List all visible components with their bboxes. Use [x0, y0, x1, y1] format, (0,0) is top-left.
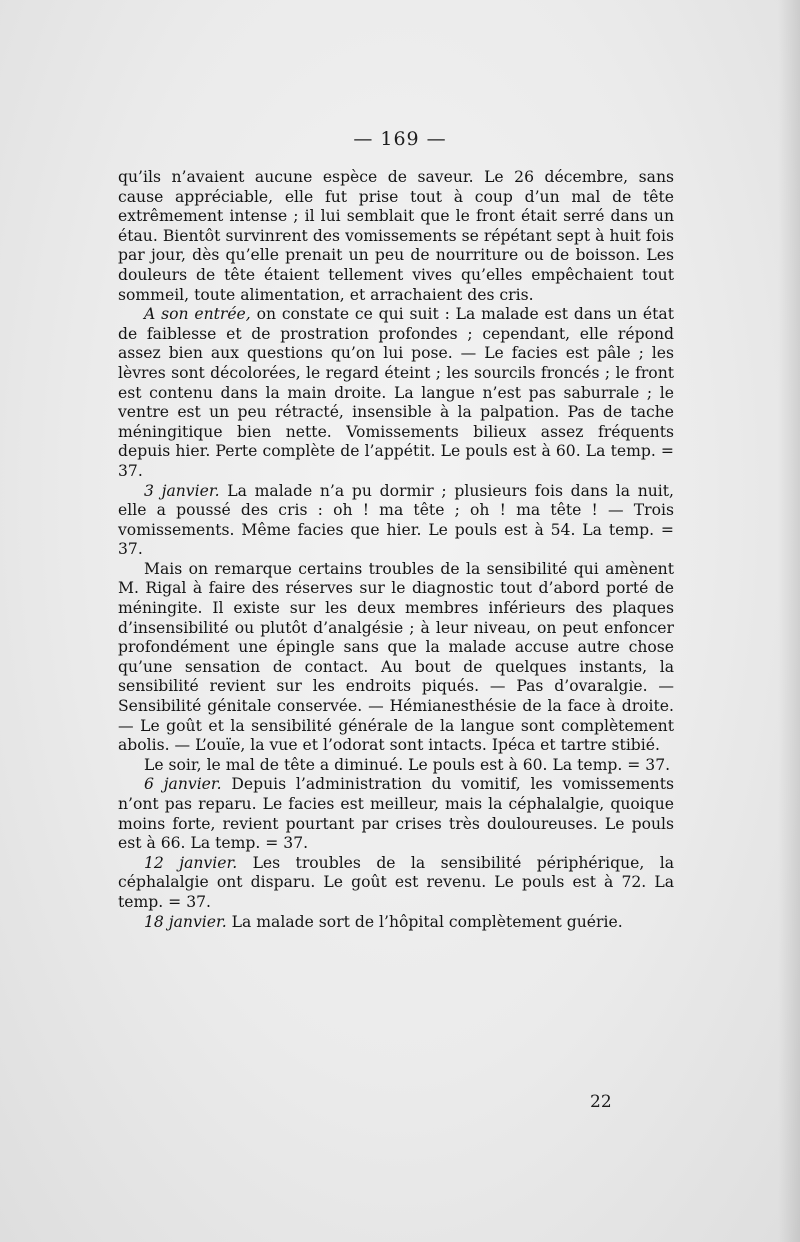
page-number-header: — 169 —	[353, 128, 447, 150]
paragraph-text: Le soir, le mal de tête a diminué. Le pouls est à 60. La temp. = 37.	[144, 755, 671, 774]
body-text	[118, 168, 674, 932]
page-edge-shadow	[778, 0, 800, 1242]
paragraph	[118, 305, 674, 481]
paragraph	[118, 854, 674, 913]
paragraph	[118, 482, 674, 560]
paragraph	[118, 775, 674, 853]
paragraph	[118, 913, 674, 933]
paragraph	[118, 560, 674, 756]
paragraph-text: qu’ils n’avaient aucune espèce de saveur. Le 26 décembre, sans cause appréciable, elle fut prise tout à coup d’un mal de tête extrêmement intense ; il lui semblait que le front était serré dans un étau. Bientôt survinrent des vomissements se répétant sept à huit fois par jour, dès qu’elle prenait un peu de nourriture ou de boisson. Les douleurs de tête étaient tellement vives qu’elles empêchaient tout sommeil, toute alimentation, et arrachaient des cris.	[118, 168, 674, 304]
paragraph-text: Mais on remarque certains troubles de la sensibilité qui amènent M. Rigal à faire des réserves sur le diagnostic tout d’abord porté de méningite. Il existe sur les deux membres inférieurs des plaques d’insensibilité ou plutôt d’analgésie ; à leur niveau, on peut enfoncer profondément une épingle sans que la malade accuse autre chose qu’une sensation de contact. Au bout de quelques instants, la sensibilité revient sur les endroits piqués. — Pas d’ovaralgie. — Sensibilité génitale conservée. — Hémianesthésie de la face à droite. — Le goût et la sensibilité générale de la langue sont complètement abolis. — L’ouïe, la vue et l’odorat sont intacts. Ipéca et tartre stibié.	[118, 559, 674, 755]
paragraph-lead: 6 janvier.	[144, 775, 222, 794]
paragraph-lead: 18 janvier.	[144, 912, 227, 931]
paragraph	[118, 168, 674, 305]
paragraph-lead: 12 janvier.	[144, 853, 238, 872]
signature-mark: 22	[590, 1092, 612, 1112]
paragraph-text: Depuis l’administration du vomitif, les vomissements n’ont pas reparu. Le facies est meilleur, mais la céphalalgie, quoique moins forte, revient pourtant par crises très douloureuses. Le pouls est à 66. La temp. = 37.	[118, 775, 674, 853]
paragraph-text: on constate ce qui suit : La malade est dans un état de faiblesse et de prostration profondes ; cependant, elle répond assez bien aux questions qu’on lui pose. — Le facies est pâle ; les lèvres sont décolorées, le regard éteint ; les sourcils froncés ; le front est contenu dans la main droite. La langue n’est pas saburrale ; le ventre est un peu rétracté, insensible à la palpation. Pas de tache méningitique bien nette. Vomissements bilieux assez fréquents depuis hier. Perte complète de l’appétit. Le pouls est à 60. La temp. = 37.	[118, 305, 674, 480]
paragraph-lead: A son entrée,	[144, 305, 251, 324]
paragraph-text: La malade sort de l’hôpital complètement guérie.	[226, 912, 623, 931]
paragraph	[118, 756, 674, 776]
paragraph-lead: 3 janvier.	[144, 481, 220, 500]
paragraph-text: La malade n’a pu dormir ; plusieurs fois dans la nuit, elle a poussé des cris : oh ! ma tête ; oh ! ma tête ! — Trois vomissements. Même facies que hier. Le pouls est à 54. La temp. = 37.	[118, 481, 674, 559]
paragraph-text: Les troubles de la sensibilité périphérique, la céphalalgie ont disparu. Le goût est revenu. Le pouls est à 72. La temp. = 37.	[118, 853, 674, 911]
